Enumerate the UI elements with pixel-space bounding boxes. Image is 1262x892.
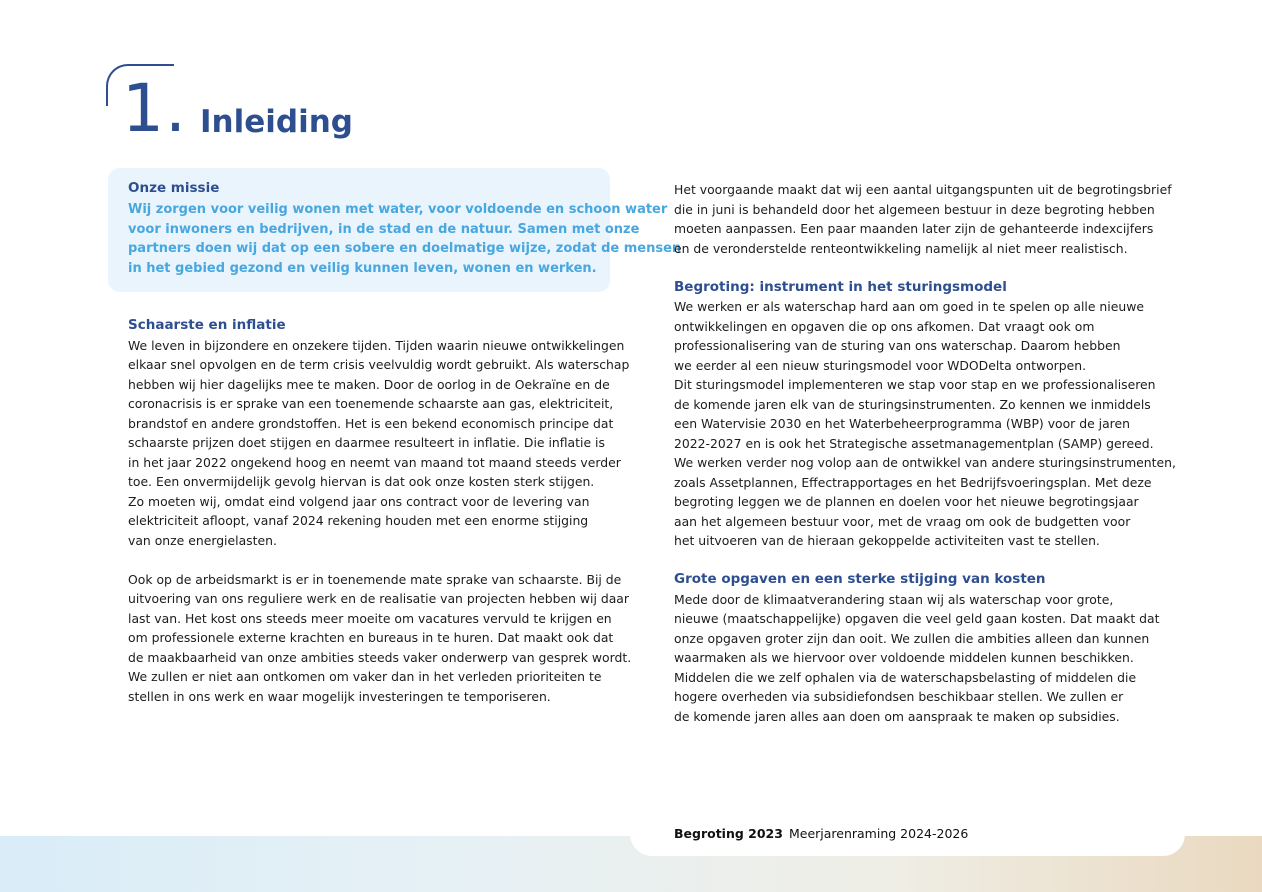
text-line: de komende jaren alles aan doen om aanspraak te maken op subsidies.	[674, 708, 1120, 724]
mission-box	[108, 168, 682, 292]
text-line: 2022-2027 en is ook het Strategische assetmanagementplan (SAMP) gereed.	[674, 435, 1154, 451]
text-line: het uitvoeren van de hieraan gekoppelde activiteiten vast te stellen.	[674, 533, 1100, 548]
text-line: toe. Een onvermijdelijk gevolg hiervan is dat ook onze kosten sterk stijgen.	[128, 474, 595, 489]
text-line: last van. Het kost ons steeds meer moeite om vacatures vervuld te krijgen en	[128, 610, 612, 626]
text-line: Dit sturingsmodel implementeren we stap voor stap en we professionaliseren	[674, 377, 1156, 392]
text-line: uitvoering van ons reguliere werk en de realisatie van projecten hebben wij daar	[128, 591, 629, 606]
text-line: brandstof en andere grondstoffen. Het is een bekend economisch principe dat	[128, 415, 614, 431]
mission-statement	[128, 200, 682, 278]
paragraph-intro	[674, 180, 1172, 258]
text-line: hebben wij hier dagelijks mee te maken. Door de oorlog in de Oekraïne en de	[128, 376, 610, 392]
paragraph-begroting	[674, 297, 1176, 551]
text-line: die in juni is behandeld door het algemeen bestuur in deze begroting hebben	[674, 201, 1155, 217]
text-line: van onze energielasten.	[128, 532, 277, 548]
text-line: Het voorgaande maakt dat wij een aantal uitgangspunten uit de begrotingsbrief	[674, 182, 1172, 197]
text-line: Zo moeten wij, omdat eind volgend jaar ons contract voor de levering van	[128, 493, 590, 509]
text-line: zoals Assetplannen, Effectrapportages en het Bedrijfsvoeringsplan. Met deze	[674, 474, 1152, 490]
left-column	[128, 316, 632, 706]
chapter-title: Inleiding	[200, 104, 353, 140]
chapter-number: 1.	[122, 70, 187, 147]
text-line: Mede door de klimaatverandering staan wij als waterschap voor grote,	[674, 591, 1114, 607]
text-line: stellen in ons werk en waar mogelijk investeringen te temporiseren.	[128, 688, 551, 704]
paragraph-grote-opgaven	[674, 590, 1160, 727]
text-line: Ook op de arbeidsmarkt is er in toenemende mate sprake van schaarste. Bij de	[128, 571, 622, 587]
page-footer	[674, 826, 968, 841]
text-line: professionalisering van de sturing van ons waterschap. Daarom hebben	[674, 338, 1121, 353]
mission-line: partners doen wij dat op een sobere en doelmatige wijze, zodat de mensen	[128, 241, 682, 257]
footer-subtitle: Meerjarenraming 2024-2026	[788, 826, 969, 841]
text-line: We werken verder nog volop aan de ontwikkel van andere sturingsinstrumenten,	[674, 455, 1176, 470]
text-line: moeten aanpassen. Een paar maanden later zijn de gehanteerde indexcijfers	[674, 221, 1154, 236]
mission-line: voor inwoners en bedrijven, in de stad en de natuur. Samen met onze	[128, 221, 640, 237]
text-line: We werken er als waterschap hard aan om goed in te spelen op alle nieuwe	[674, 299, 1144, 314]
text-line: We leven in bijzondere en onzekere tijden. Tijden waarin nieuwe ontwikkelingen	[128, 337, 625, 353]
text-line: een Watervisie 2030 en het Waterbeheerprogramma (WBP) voor de jaren	[674, 416, 1130, 431]
text-line: We zullen er niet aan ontkomen om vaker dan in het verleden prioriteiten te	[128, 669, 602, 684]
section-heading-begroting: Begroting: instrument in het sturingsmodel	[674, 278, 1007, 295]
paragraph-schaarste-1	[128, 336, 630, 551]
text-line: om professionele externe krachten en bureaus in te huren. Dat maakt ook dat	[128, 630, 614, 645]
text-line: we eerder al een nieuw sturingsmodel voor WDODelta ontworpen.	[674, 357, 1087, 373]
mission-heading: Onze missie	[128, 180, 220, 196]
text-line: in het jaar 2022 ongekend hoog en neemt van maand tot maand steeds verder	[128, 454, 621, 470]
paragraph-schaarste-2	[128, 570, 632, 707]
text-line: nieuwe (maatschappelijke) opgaven die veel geld gaan kosten. Dat maakt dat	[674, 611, 1160, 626]
text-line: en de veronderstelde renteontwikkeling namelijk al niet meer realistisch.	[674, 240, 1128, 256]
text-line: de komende jaren elk van de sturingsinstrumenten. Zo kennen we inmiddels	[674, 396, 1151, 412]
text-line: elkaar snel opvolgen en de term crisis veelvuldig wordt gebruikt. Als waterschap	[128, 357, 630, 372]
text-line: de maakbaarheid van onze ambities steeds vaker onderwerp van gesprek wordt.	[128, 649, 632, 665]
text-line: begroting leggen we de plannen en doelen voor het nieuwe begrotingsjaar	[674, 494, 1139, 509]
right-column	[674, 180, 1176, 726]
mission-line: Wij zorgen voor veilig wonen met water, voor voldoende en schoon water	[128, 202, 668, 217]
text-line: schaarste prijzen doet stijgen en daarmee resulteert in inflatie. Die inflatie is	[128, 435, 605, 450]
text-line: waarmaken als we hiervoor over voldoende middelen kunnen beschikken.	[674, 650, 1134, 665]
text-line: onze opgaven groter zijn dan ooit. We zullen die ambities alleen dan kunnen	[674, 630, 1150, 646]
text-line: hogere overheden via subsidiefondsen beschikbaar stellen. We zullen er	[674, 689, 1124, 704]
footer-document-title: Begroting 2023	[674, 826, 783, 841]
text-line: aan het algemeen bestuur voor, met de vraag om ook de budgetten voor	[674, 513, 1131, 529]
text-line: coronacrisis is er sprake van een toenemende schaarste aan gas, elektriciteit,	[128, 396, 614, 411]
text-line: Middelen die we zelf ophalen via de waterschapsbelasting of middelen die	[674, 669, 1137, 685]
section-heading-grote-opgaven: Grote opgaven en een sterke stijging van kosten	[674, 571, 1046, 587]
text-line: ontwikkelingen en opgaven die op ons afkomen. Dat vraagt ook om	[674, 318, 1095, 334]
mission-line: in het gebied gezond en veilig kunnen leven, wonen en werken.	[128, 260, 597, 276]
section-heading-schaarste: Schaarste en inflatie	[128, 317, 286, 333]
text-line: elektriciteit afloopt, vanaf 2024 rekening houden met een enorme stijging	[128, 513, 589, 528]
